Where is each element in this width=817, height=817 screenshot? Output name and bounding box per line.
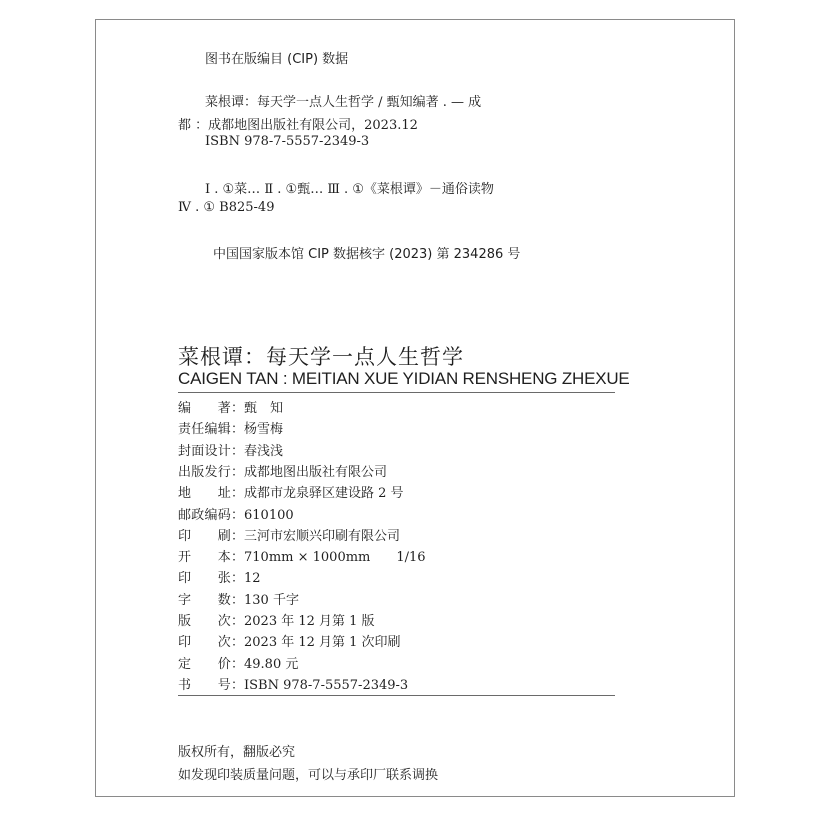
detail-label: 开 本： xyxy=(178,550,244,566)
detail-label: 责任编辑： xyxy=(178,422,244,438)
book-title-pinyin: CAIGEN TAN : MEITIAN XUE YIDIAN RENSHENG ZHEXUE xyxy=(178,369,630,388)
cip-line-1: 菜根谭：每天学一点人生哲学 / 甄知编著 . — 成 xyxy=(205,95,482,110)
cip-line-2: 都 ：成都地图出版社有限公司，2023.12 xyxy=(178,118,418,133)
detail-value: 12 xyxy=(244,571,261,587)
detail-value: 710mm × 1000mm 1/16 xyxy=(244,550,426,566)
cip-isbn: ISBN 978-7-5557-2349-3 xyxy=(205,134,370,149)
cip-header: 图书在版编目 (CIP) 数据 xyxy=(205,52,349,67)
detail-value: 杨雪梅 xyxy=(244,422,284,438)
detail-label: 印 次： xyxy=(178,635,244,651)
detail-label: 地 址： xyxy=(178,486,244,502)
detail-row xyxy=(178,420,283,440)
cip-classification: Ⅰ . ①菜… Ⅱ . ①甄… Ⅲ . ①《菜根谭》－通俗读物 xyxy=(205,182,494,197)
detail-row xyxy=(178,484,404,504)
detail-row xyxy=(178,591,299,611)
detail-label: 书 号： xyxy=(178,677,244,693)
detail-value: 成都地图出版社有限公司 xyxy=(244,464,388,480)
detail-value: 2023 年 12 月第 1 版 xyxy=(244,614,375,629)
detail-value: 130 千字 xyxy=(244,592,299,608)
detail-label: 版 次： xyxy=(178,614,244,629)
detail-row xyxy=(178,612,375,632)
detail-row xyxy=(178,569,261,589)
detail-label: 编 著： xyxy=(178,401,244,416)
detail-row xyxy=(178,399,283,419)
quality-notice: 如发现印装质量问题，可以与承印厂联系调换 xyxy=(178,768,439,783)
detail-value: 春浅浅 xyxy=(244,443,284,459)
detail-label: 定 价： xyxy=(178,656,244,672)
detail-value: 49.80 元 xyxy=(244,656,299,672)
copyright-notice: 版权所有，翻版必究 xyxy=(178,745,296,760)
bottom-divider xyxy=(178,695,615,696)
detail-row xyxy=(178,548,426,568)
detail-label: 出版发行： xyxy=(178,464,244,480)
detail-value: 2023 年 12 月第 1 次印刷 xyxy=(244,635,401,651)
top-divider xyxy=(178,392,615,393)
detail-row xyxy=(178,527,400,547)
detail-row xyxy=(178,655,298,675)
book-title-chinese: 菜根谭：每天学一点人生哲学 xyxy=(178,345,464,369)
detail-row xyxy=(178,442,283,462)
detail-label: 邮政编码： xyxy=(178,507,244,523)
detail-label: 印 刷： xyxy=(178,528,244,544)
cip-record-number: 中国国家版本馆 CIP 数据核字 (2023) 第 234286 号 xyxy=(213,247,521,262)
detail-value: 610100 xyxy=(244,507,294,523)
detail-row xyxy=(178,633,401,653)
detail-value: 甄 知 xyxy=(244,401,284,416)
detail-label: 字 数： xyxy=(178,592,244,608)
cip-class-number: Ⅳ . ① B825-49 xyxy=(178,200,275,215)
detail-row xyxy=(178,463,387,483)
detail-label: 印 张： xyxy=(178,571,244,587)
detail-value: ISBN 978-7-5557-2349-3 xyxy=(244,677,409,693)
detail-value: 三河市宏顺兴印刷有限公司 xyxy=(244,528,401,544)
detail-label: 封面设计： xyxy=(178,443,244,459)
detail-value: 成都市龙泉驿区建设路 2 号 xyxy=(244,486,404,502)
detail-row xyxy=(178,506,294,526)
detail-row xyxy=(178,676,408,696)
